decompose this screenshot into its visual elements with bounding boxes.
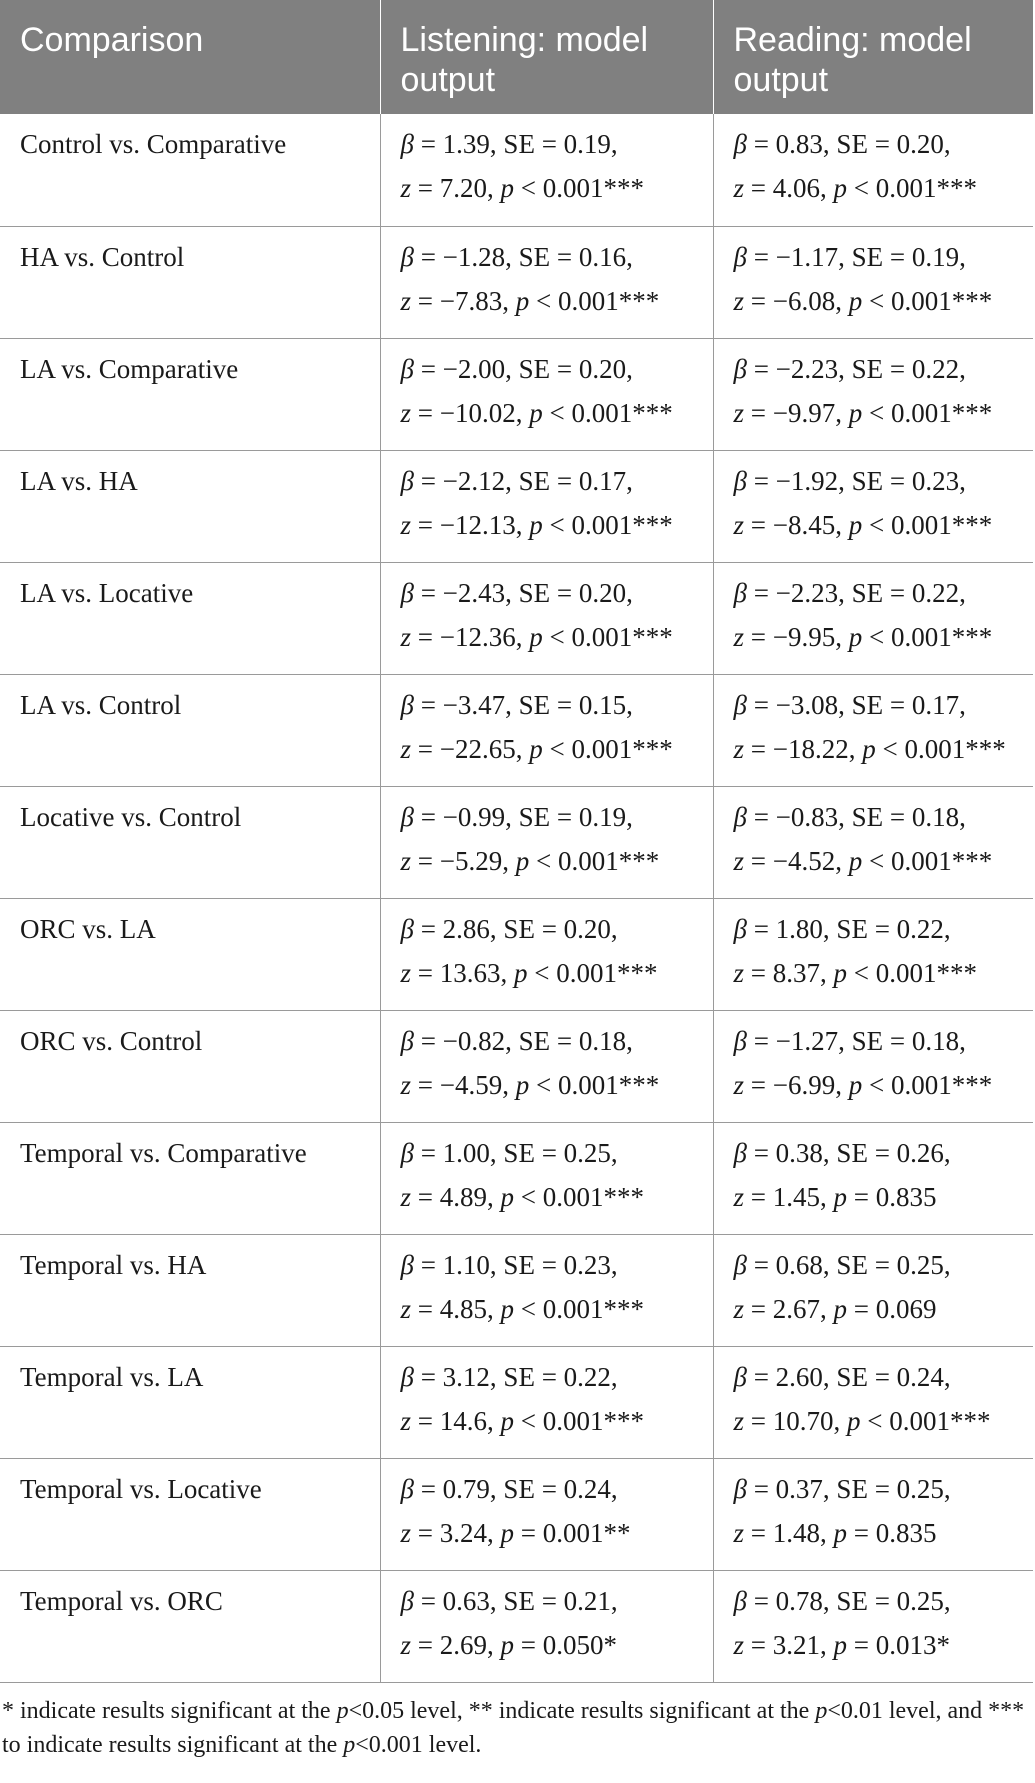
comparison-cell: ORC vs. LA <box>0 898 380 1010</box>
comparison-cell: Temporal vs. Comparative <box>0 1122 380 1234</box>
listening-cell <box>380 338 713 450</box>
comparison-cell: Temporal vs. Locative <box>0 1458 380 1570</box>
reading-cell <box>713 786 1033 898</box>
reading-stat: z = 2.67, p = 0.069 <box>733 1293 937 1324</box>
header-row <box>0 0 1033 114</box>
listening-stat: z = −5.29, p < 0.001*** <box>400 845 660 876</box>
reading-coef: β = −1.27, SE = 0.18, <box>733 1025 966 1056</box>
table-row <box>0 338 1033 450</box>
reading-cell <box>713 226 1033 338</box>
listening-stat: z = 14.6, p < 0.001*** <box>400 1405 644 1436</box>
reading-cell <box>713 562 1033 674</box>
reading-coef: β = −2.23, SE = 0.22, <box>733 577 966 608</box>
reading-cell <box>713 1570 1033 1682</box>
listening-stat: z = 4.85, p < 0.001*** <box>400 1293 644 1324</box>
table-row <box>0 1122 1033 1234</box>
reading-stat: z = 4.06, p < 0.001*** <box>733 173 977 203</box>
listening-cell <box>380 1570 713 1682</box>
listening-coef: β = −0.82, SE = 0.18, <box>400 1025 633 1056</box>
comparison-cell: HA vs. Control <box>0 226 380 338</box>
listening-stat: z = 7.20, p < 0.001*** <box>400 173 644 203</box>
listening-coef: β = 0.79, SE = 0.24, <box>400 1473 618 1504</box>
reading-stat: z = 1.45, p = 0.835 <box>733 1181 937 1212</box>
reading-cell <box>713 450 1033 562</box>
reading-coef: β = −3.08, SE = 0.17, <box>733 689 966 720</box>
reading-coef: β = 0.38, SE = 0.26, <box>733 1137 951 1168</box>
reading-stat: z = −9.95, p < 0.001*** <box>733 621 993 652</box>
comparison-cell: ORC vs. Control <box>0 1010 380 1122</box>
header-listening: Listening: model output <box>380 0 713 114</box>
reading-coef: β = 2.60, SE = 0.24, <box>733 1361 951 1392</box>
table-row <box>0 786 1033 898</box>
listening-stat: z = −7.83, p < 0.001*** <box>400 285 660 316</box>
comparison-cell: Control vs. Comparative <box>0 114 380 226</box>
listening-stat: z = 3.24, p = 0.001** <box>400 1517 631 1548</box>
listening-coef: β = −2.00, SE = 0.20, <box>400 353 633 384</box>
comparison-cell: Temporal vs. HA <box>0 1234 380 1346</box>
listening-coef: β = 1.00, SE = 0.25, <box>400 1137 618 1168</box>
table-row <box>0 1346 1033 1458</box>
listening-coef: β = 2.86, SE = 0.20, <box>400 913 618 944</box>
reading-cell <box>713 1010 1033 1122</box>
reading-cell <box>713 674 1033 786</box>
reading-coef: β = −1.92, SE = 0.23, <box>733 465 966 496</box>
reading-cell <box>713 1122 1033 1234</box>
listening-stat: z = −4.59, p < 0.001*** <box>400 1069 660 1100</box>
listening-coef: β = −0.99, SE = 0.19, <box>400 801 633 832</box>
reading-coef: β = 0.37, SE = 0.25, <box>733 1473 951 1504</box>
listening-coef: β = −3.47, SE = 0.15, <box>400 689 633 720</box>
table-body <box>0 114 1033 1682</box>
reading-coef: β = −2.23, SE = 0.22, <box>733 353 966 384</box>
comparison-cell: Temporal vs. ORC <box>0 1570 380 1682</box>
reading-coef: β = −0.83, SE = 0.18, <box>733 801 966 832</box>
listening-stat: z = 13.63, p < 0.001*** <box>400 957 658 988</box>
table-row <box>0 1010 1033 1122</box>
listening-cell <box>380 674 713 786</box>
table-row <box>0 1234 1033 1346</box>
comparison-cell: LA vs. Control <box>0 674 380 786</box>
reading-stat: z = −6.08, p < 0.001*** <box>733 285 993 316</box>
reading-stat: z = 1.48, p = 0.835 <box>733 1517 937 1548</box>
listening-coef: β = −1.28, SE = 0.16, <box>400 241 633 272</box>
listening-cell <box>380 786 713 898</box>
listening-cell <box>380 114 713 226</box>
comparison-cell: LA vs. Locative <box>0 562 380 674</box>
reading-cell <box>713 1346 1033 1458</box>
listening-coef: β = 1.10, SE = 0.23, <box>400 1249 618 1280</box>
reading-stat: z = −6.99, p < 0.001*** <box>733 1069 993 1100</box>
listening-cell <box>380 1346 713 1458</box>
reading-cell <box>713 1458 1033 1570</box>
table-row <box>0 114 1033 226</box>
reading-stat: z = −9.97, p < 0.001*** <box>733 397 993 428</box>
table-row <box>0 674 1033 786</box>
comparison-cell: Temporal vs. LA <box>0 1346 380 1458</box>
header-reading: Reading: model output <box>713 0 1033 114</box>
reading-cell <box>713 338 1033 450</box>
reading-cell <box>713 1234 1033 1346</box>
header-comparison: Comparison <box>0 0 380 114</box>
table-row <box>0 450 1033 562</box>
reading-stat: z = 10.70, p < 0.001*** <box>733 1405 991 1436</box>
table-row <box>0 898 1033 1010</box>
table-row <box>0 562 1033 674</box>
reading-coef: β = 0.68, SE = 0.25, <box>733 1249 951 1280</box>
table-row <box>0 226 1033 338</box>
listening-coef: β = 0.63, SE = 0.21, <box>400 1585 618 1616</box>
table-header <box>0 0 1033 114</box>
listening-cell <box>380 1458 713 1570</box>
listening-stat: z = −12.13, p < 0.001*** <box>400 509 673 540</box>
reading-stat: z = −4.52, p < 0.001*** <box>733 845 993 876</box>
reading-cell <box>713 898 1033 1010</box>
comparison-cell: LA vs. Comparative <box>0 338 380 450</box>
table-row <box>0 1458 1033 1570</box>
table-footnote: * indicate results significant at the p<0.05 level, ** indicate results significant at the p<0.01 level, and *** to indicate results significant at the p<0.001 level. <box>2 1698 1025 1758</box>
listening-coef: β = −2.12, SE = 0.17, <box>400 465 633 496</box>
listening-coef: β = −2.43, SE = 0.20, <box>400 577 633 608</box>
listening-stat: z = −10.02, p < 0.001*** <box>400 397 673 428</box>
reading-stat: z = 8.37, p < 0.001*** <box>733 957 977 988</box>
listening-coef: β = 3.12, SE = 0.22, <box>400 1361 618 1392</box>
listening-coef: β = 1.39, SE = 0.19, <box>400 129 618 159</box>
comparison-cell: LA vs. HA <box>0 450 380 562</box>
reading-stat: z = 3.21, p = 0.013* <box>733 1629 950 1660</box>
listening-cell <box>380 450 713 562</box>
listening-cell <box>380 1122 713 1234</box>
table-row <box>0 1570 1033 1682</box>
listening-cell <box>380 1234 713 1346</box>
reading-coef: β = 0.78, SE = 0.25, <box>733 1585 951 1616</box>
listening-stat: z = 2.69, p = 0.050* <box>400 1629 617 1660</box>
listening-stat: z = 4.89, p < 0.001*** <box>400 1181 644 1212</box>
reading-cell <box>713 114 1033 226</box>
listening-cell <box>380 1010 713 1122</box>
reading-coef: β = −1.17, SE = 0.19, <box>733 241 966 272</box>
listening-cell <box>380 898 713 1010</box>
reading-stat: z = −18.22, p < 0.001*** <box>733 733 1006 764</box>
reading-coef: β = 1.80, SE = 0.22, <box>733 913 951 944</box>
listening-stat: z = −12.36, p < 0.001*** <box>400 621 673 652</box>
listening-cell <box>380 226 713 338</box>
reading-coef: β = 0.83, SE = 0.20, <box>733 129 951 159</box>
listening-cell <box>380 562 713 674</box>
reading-stat: z = −8.45, p < 0.001*** <box>733 509 993 540</box>
listening-stat: z = −22.65, p < 0.001*** <box>400 733 673 764</box>
comparison-cell: Locative vs. Control <box>0 786 380 898</box>
